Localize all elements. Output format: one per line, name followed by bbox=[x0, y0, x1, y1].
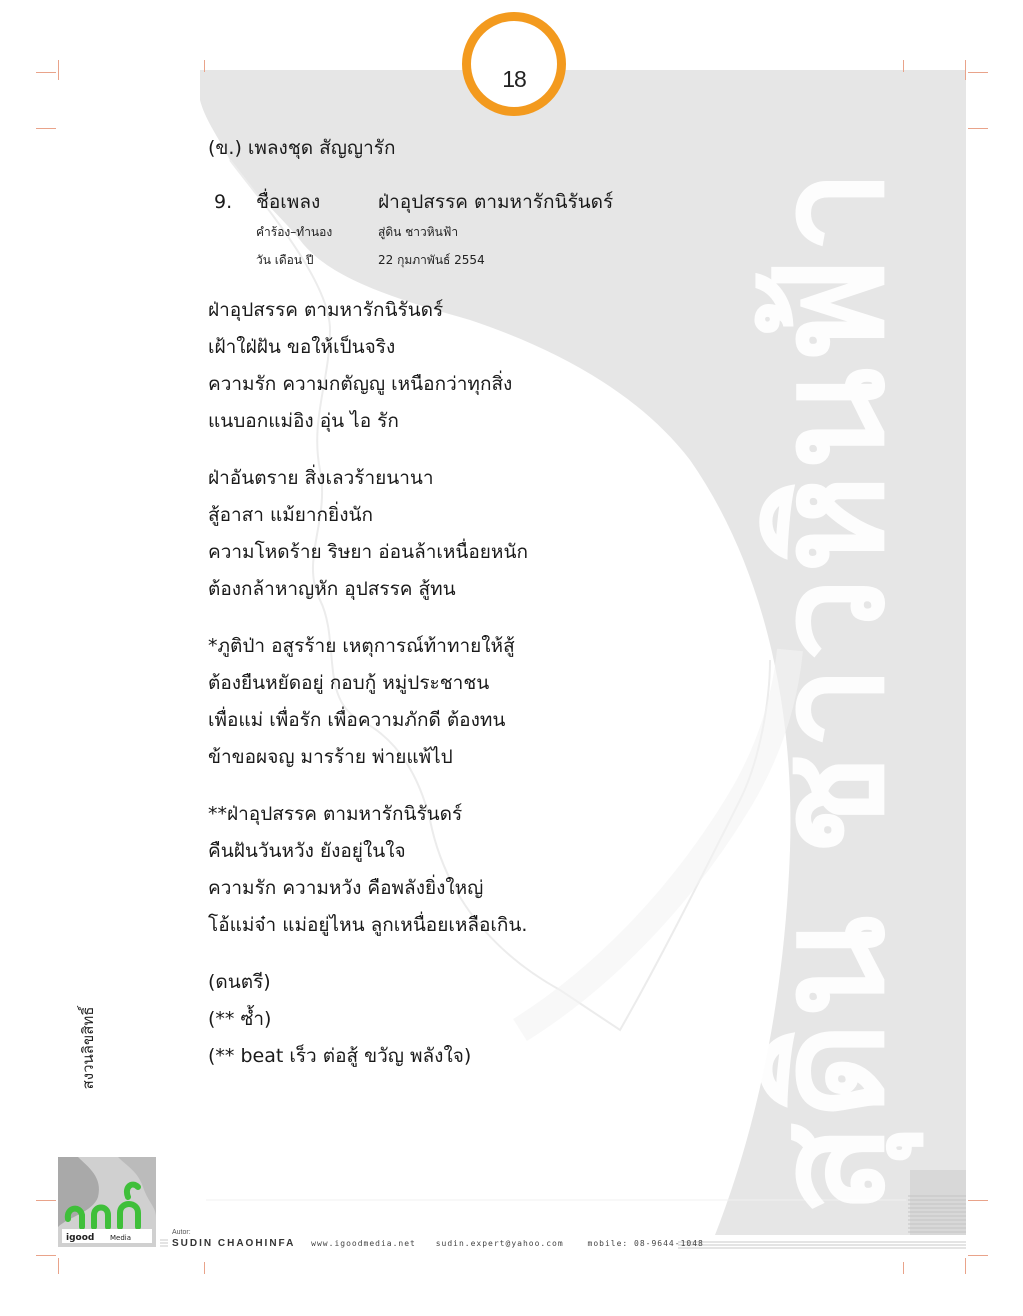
crop-mark bbox=[36, 1255, 56, 1256]
crop-mark bbox=[968, 128, 988, 129]
crop-mark bbox=[58, 60, 59, 80]
lyric-line: ความโหดร้าย ริษยา อ่อนล้าเหนื่อยหนัก bbox=[208, 541, 528, 563]
lyric-line: ต้องยืนหยัดอยู่ กอบกู้ หมู่ประชาชน bbox=[208, 672, 490, 694]
igood-media-logo bbox=[58, 1157, 156, 1247]
crop-mark bbox=[968, 72, 988, 73]
autor-label: Autor: bbox=[172, 1229, 191, 1236]
main-content bbox=[208, 132, 768, 1095]
footer-mobile: mobile: 08-9644-1048 bbox=[587, 1239, 704, 1248]
crop-mark bbox=[204, 60, 205, 72]
lyric-line: เพื่อแม่ เพื่อรัก เพื่อความภักดี ต้องทน bbox=[208, 709, 506, 731]
song-header bbox=[208, 186, 768, 218]
footer-contact bbox=[172, 1238, 704, 1249]
meta-value: สู่ดิน ชาวหินฟ้า bbox=[378, 225, 459, 239]
lyric-line: ฝ่าอุปสรรค ตามหารักนิรันดร์ bbox=[208, 299, 444, 321]
page-number: 18 bbox=[502, 66, 526, 92]
lyric-line: ข้าขอผจญ มารร้าย พ่ายแพ้ไป bbox=[208, 746, 453, 768]
song-title: ฝ่าอุปสรรค ตามหารักนิรันดร์ bbox=[378, 191, 614, 213]
song-meta-row bbox=[208, 246, 768, 274]
crop-mark bbox=[903, 1262, 904, 1274]
crop-mark bbox=[204, 1262, 205, 1274]
lyric-line: โอ้แม่จ๋า แม่อยู่ไหน ลูกเหนื่อยเหลือเกิน. bbox=[208, 914, 528, 936]
lyric-line: ต้องกล้าหาญหัก อุปสรรค สู้ทน bbox=[208, 578, 456, 600]
crop-mark bbox=[965, 1258, 966, 1274]
lyric-line: ความรัก ความกตัญญู เหนือกว่าทุกสิ่ง bbox=[208, 373, 513, 395]
lyric-stanza-notes bbox=[208, 964, 768, 1075]
crop-mark bbox=[36, 72, 56, 73]
lyric-stanza bbox=[208, 292, 768, 440]
lyric-line: *ภูติป่า อสูรร้าย เหตุการณ์ท้าทายให้สู้ bbox=[208, 635, 515, 657]
lyric-line: เฝ้าใฝ่ฝัน ขอให้เป็นจริง bbox=[208, 336, 396, 358]
crop-mark bbox=[965, 60, 966, 80]
page-number-badge bbox=[462, 12, 566, 116]
lyric-line: สู้อาสา แม้ยากยิ่งนัก bbox=[208, 504, 373, 526]
song-number: 9. bbox=[214, 191, 233, 213]
copyright-side-label: สงวนลิขสิทธิ์ bbox=[79, 1006, 97, 1090]
song-meta-row bbox=[208, 218, 768, 246]
lyrics bbox=[208, 292, 768, 1075]
lyric-note: (** ซ้ำ) bbox=[208, 1008, 272, 1030]
section-title: (ข.) เพลงชุด สัญญารัก bbox=[208, 137, 396, 159]
meta-key: วัน เดือน ปี bbox=[256, 253, 314, 267]
lyric-line: คืนฝันวันหวัง ยังอยู่ในใจ bbox=[208, 840, 406, 862]
lyric-note: (** beat เร็ว ต่อสู้ ขวัญ พลังใจ) bbox=[208, 1045, 472, 1067]
lyric-line: **ฝ่าอุปสรรค ตามหารักนิรันดร์ bbox=[208, 803, 463, 825]
svg-text:Media: Media bbox=[110, 1234, 132, 1242]
lyric-line: ความรัก ความหวัง คือพลังยิ่งใหญ่ bbox=[208, 877, 484, 899]
song-title-label: ชื่อเพลง bbox=[256, 191, 321, 213]
lyric-note: (ดนตรี) bbox=[208, 971, 271, 993]
crop-mark bbox=[36, 128, 56, 129]
lyric-stanza bbox=[208, 460, 768, 608]
lyric-line: ฝ่าอันตราย สิ่งเลวร้ายนานา bbox=[208, 467, 434, 489]
crop-mark bbox=[968, 1255, 988, 1256]
lyric-stanza bbox=[208, 796, 768, 944]
crop-mark bbox=[58, 1258, 59, 1274]
crop-mark bbox=[36, 1200, 56, 1201]
crop-mark bbox=[968, 1200, 988, 1201]
lyric-line: แนบอกแม่อิง อุ่น ไอ รัก bbox=[208, 410, 399, 432]
meta-value: 22 กุมภาพันธ์ 2554 bbox=[378, 253, 485, 267]
footer-website: www.igoodmedia.net bbox=[311, 1239, 416, 1248]
lyric-stanza bbox=[208, 628, 768, 776]
footer-author-name: SUDIN CHAOHINFA bbox=[172, 1238, 296, 1249]
footer-email: sudin.expert@yahoo.com bbox=[435, 1239, 564, 1248]
crop-mark bbox=[903, 60, 904, 72]
svg-text:igood: igood bbox=[66, 1233, 95, 1243]
meta-key: คำร้อง–ทำนอง bbox=[256, 225, 333, 239]
watermark-author-name: สุดิน ชาวหินฟ้า bbox=[744, 165, 918, 1215]
